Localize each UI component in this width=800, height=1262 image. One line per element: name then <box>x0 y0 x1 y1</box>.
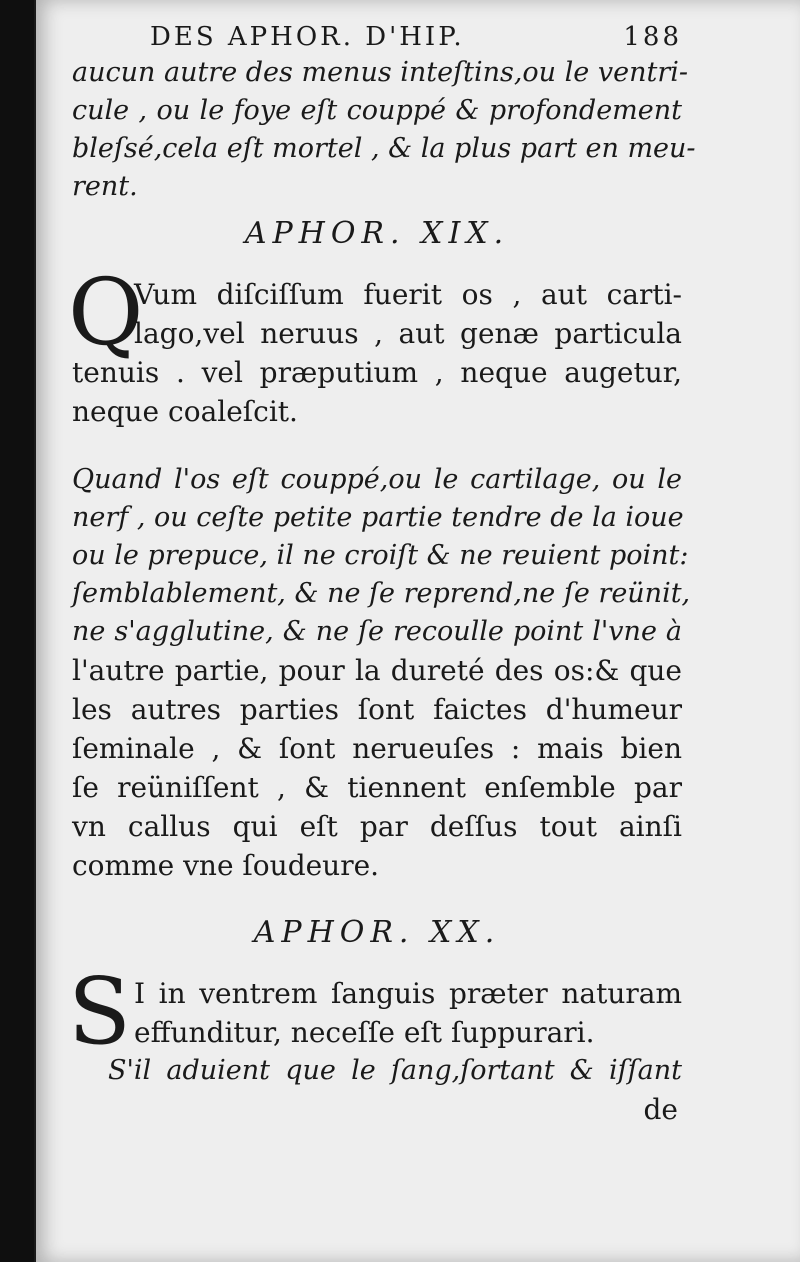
text-line: lago,vel neruus , aut genæ particula <box>134 317 682 350</box>
french-paragraph <box>72 1052 682 1090</box>
catchword: de <box>643 1093 678 1126</box>
page-number: 188 <box>623 22 682 52</box>
text-line: ſemblablement, & ne ſe reprend,ne ſe reünit, <box>72 578 691 609</box>
text-line: vn callus qui eſt par deſſus tout ainſi <box>72 810 682 843</box>
running-header <box>150 22 682 52</box>
text-line: I in ventrem ſanguis præter naturam <box>134 977 682 1010</box>
text-line: les autres parties ſont faictes d'humeur <box>72 693 682 726</box>
text-line: bleſsé,cela eſt mortel , & la plus part en meu- <box>72 133 696 164</box>
text-line: effunditur, neceſſe eſt ſuppurari. <box>134 1016 595 1049</box>
aphorism-heading: APHOR. XIX. <box>244 216 510 251</box>
book-page <box>34 0 800 1262</box>
latin-paragraph <box>68 259 682 431</box>
drop-cap: Q <box>68 259 144 366</box>
drop-cap: S <box>68 958 132 1065</box>
text-line: tenuis . vel præputium , neque augetur, <box>72 356 682 389</box>
aphorism-heading: APHOR. XX. <box>253 915 501 950</box>
text-line: ſeminale , & ſont nerueuſes : mais bien <box>72 732 682 765</box>
text-line: Vum diſciſſum fuerit os , aut carti- <box>134 278 682 311</box>
running-title: DES APHOR. D'HIP. <box>150 22 465 52</box>
text-line: nerf , ou ceſte petite partie tendre de la ioue <box>72 502 684 533</box>
text-line: S'il aduient que le ſang,ſortant & iſſant <box>108 1055 682 1086</box>
french-paragraph <box>72 461 691 885</box>
continuation-paragraph <box>72 54 696 206</box>
text-line: neque coaleſcit. <box>72 395 298 428</box>
text-line: Quand l'os eſt couppé,ou le cartilage, ou le <box>72 464 682 495</box>
latin-paragraph <box>68 958 682 1065</box>
text-line: aucun autre des menus inteſtins,ou le ventri- <box>72 57 688 88</box>
text-line: ne s'agglutine, & ne ſe recoulle point l'vne à <box>72 616 682 647</box>
text-line: cule , ou le foye eſt couppé & profondement <box>72 95 682 126</box>
text-line: comme vne ſoudeure. <box>72 849 380 882</box>
text-line: rent. <box>72 171 138 202</box>
text-line: ſe reüniſſent , & tiennent enſemble par <box>72 771 682 804</box>
page-text <box>68 22 696 1129</box>
text-line: ou le prepuce, il ne croiſt & ne reuient point: <box>72 540 689 571</box>
text-line: l'autre partie, pour la dureté des os:& que <box>72 654 682 687</box>
